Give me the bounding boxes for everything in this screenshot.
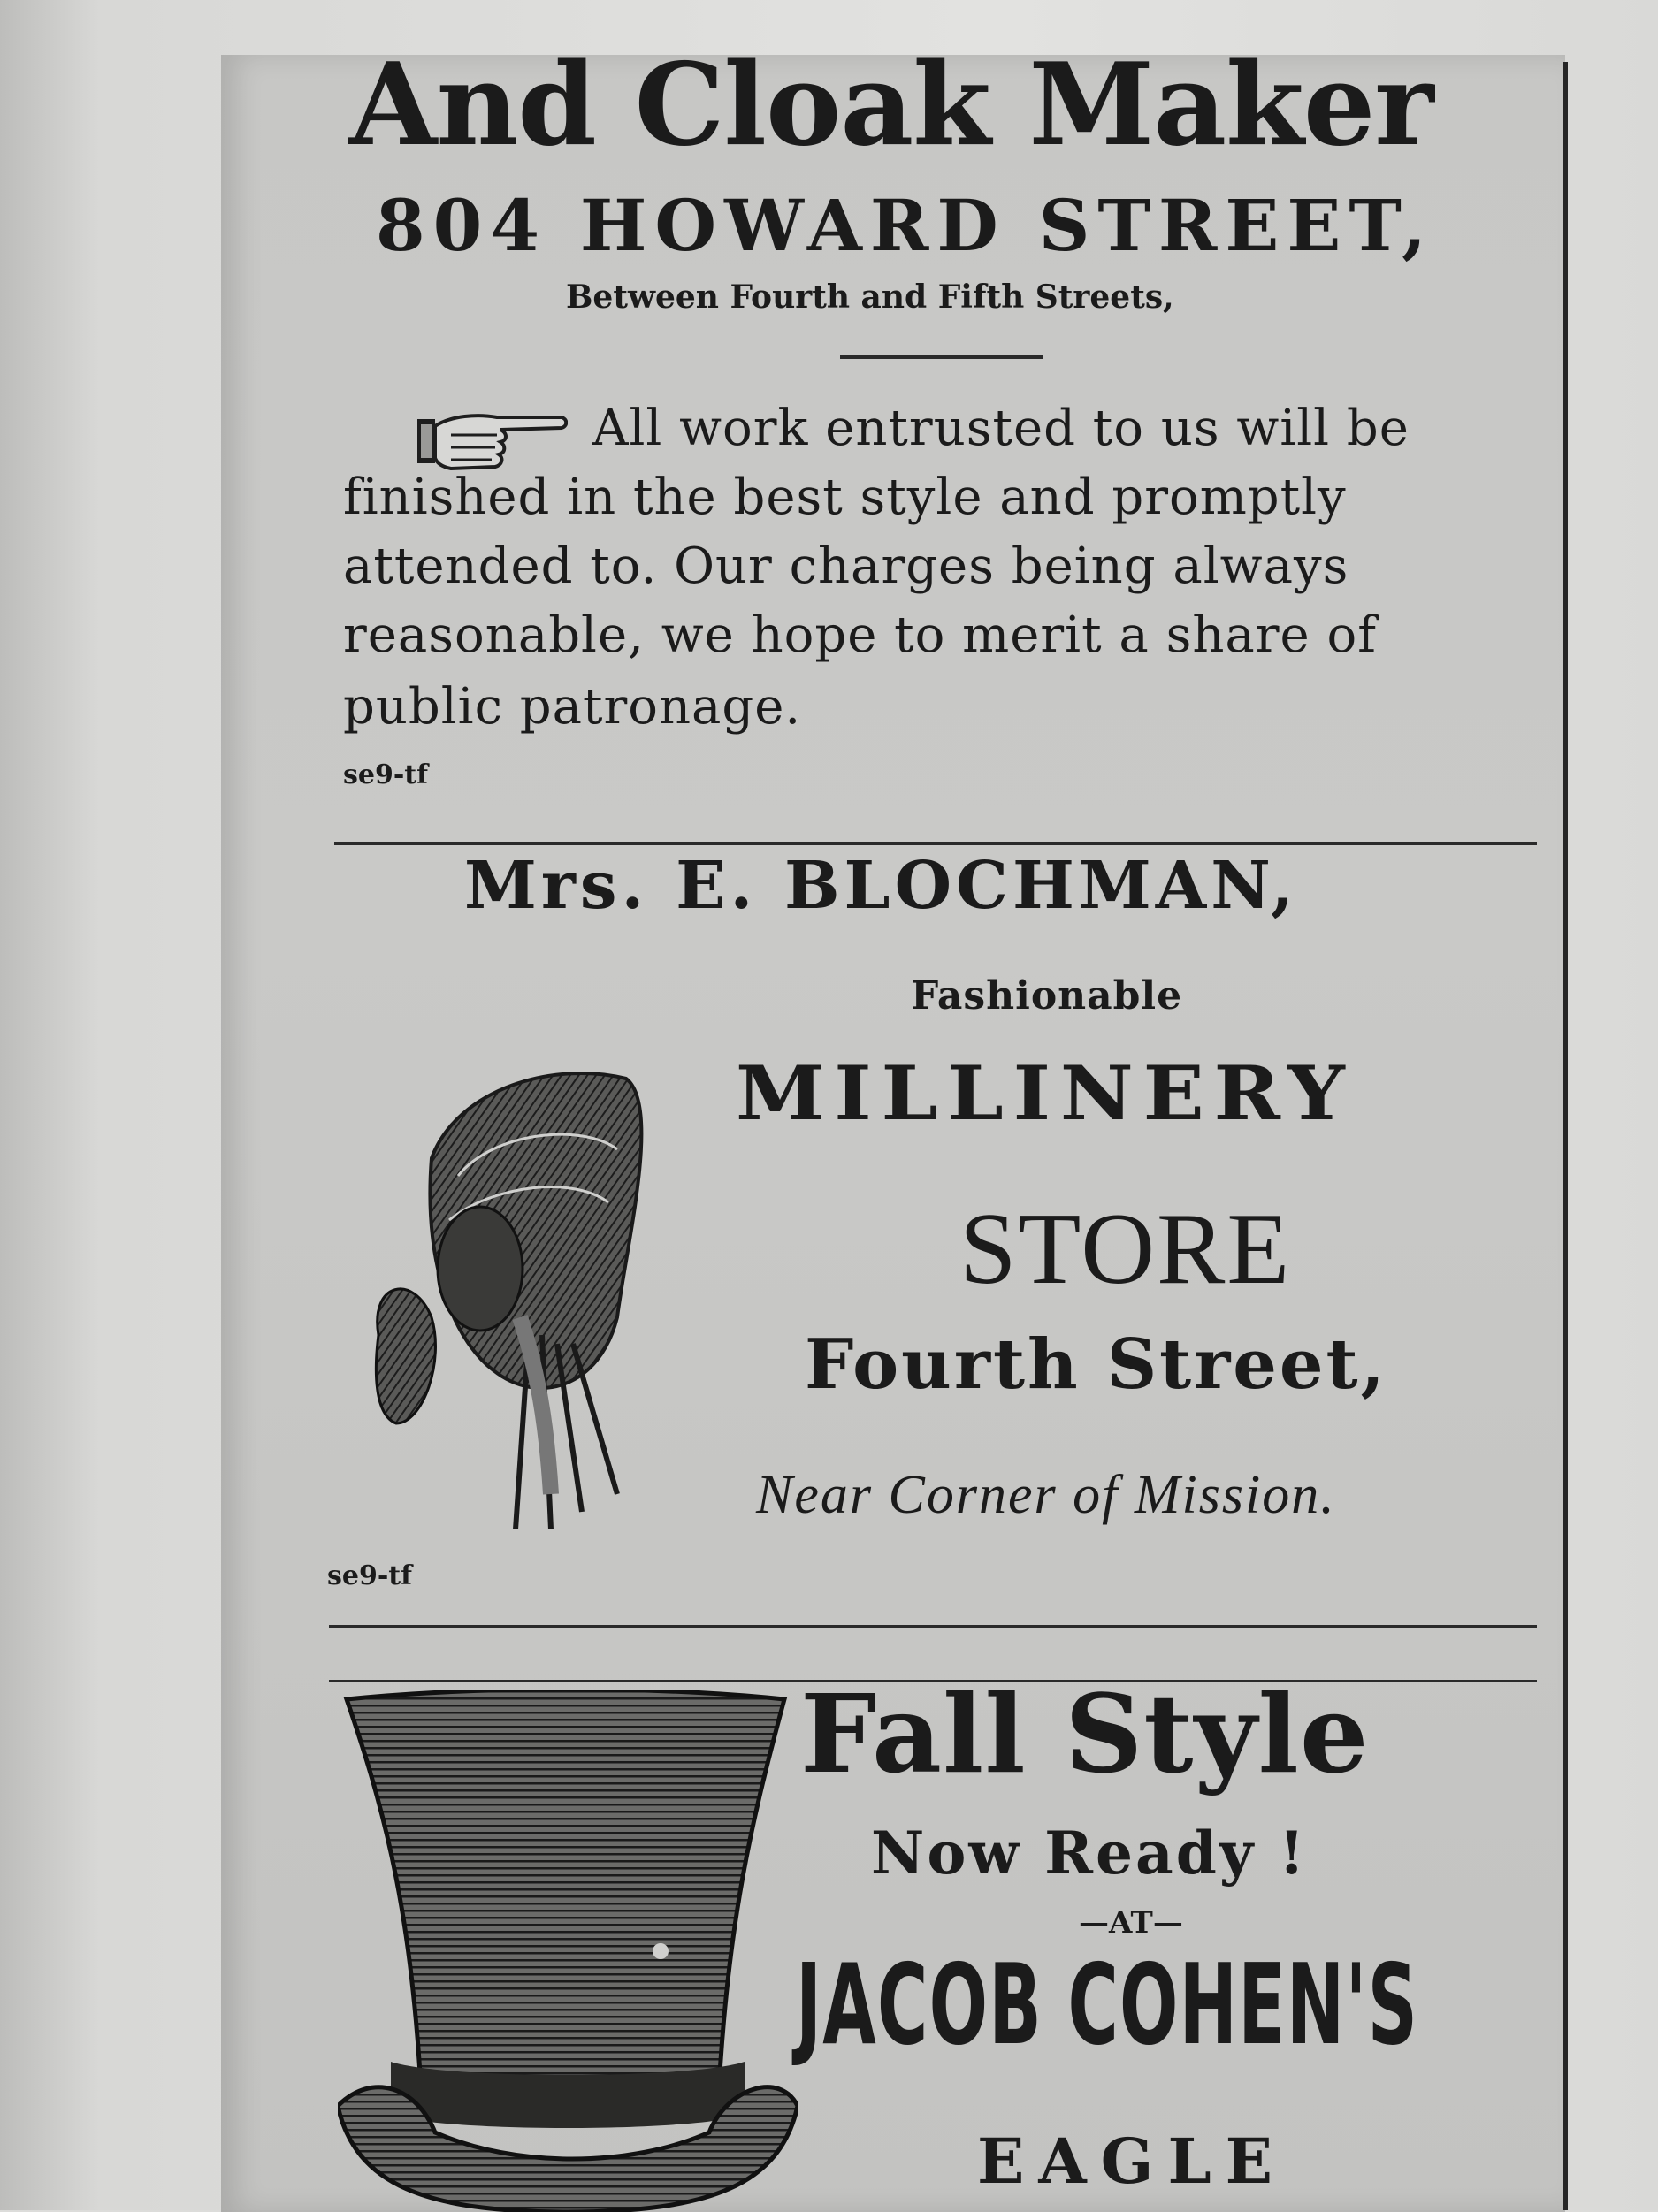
ad-subheadline: Now Ready ! xyxy=(871,1819,1308,1888)
top-hat-illustration xyxy=(338,1690,798,2212)
ad-subtitle: Fashionable xyxy=(911,973,1183,1018)
ad-body-line: attended to. Our charges being always xyxy=(343,538,1349,595)
ad-store-name-suffix: EAGLE xyxy=(977,2124,1287,2198)
ad-headline: Fall Style xyxy=(800,1670,1370,1797)
section-divider xyxy=(329,1625,1537,1628)
ad-address: 804 HOWARD STREET, xyxy=(376,184,1434,267)
ad-body-line: public patronage. xyxy=(343,678,802,736)
ad-at: —AT— xyxy=(1079,1905,1183,1941)
ad-heading-store: STORE xyxy=(959,1193,1292,1306)
ad-code: se9-tf xyxy=(343,759,429,790)
ad-code: se9-tf xyxy=(327,1560,413,1591)
ad-store-name: JACOB COHEN'S xyxy=(796,1940,1419,2070)
section-divider xyxy=(334,842,1537,845)
ad-location: Near Corner of Mission. xyxy=(756,1465,1336,1525)
pointing-hand-icon xyxy=(416,400,568,479)
column-rule xyxy=(1563,62,1568,2210)
ad-title: And Cloak Maker xyxy=(349,39,1433,172)
ad-heading: MILLINERY xyxy=(736,1049,1355,1137)
ad-cross-streets: Between Fourth and Fifth Streets, xyxy=(566,278,1174,316)
ad-street: Fourth Street, xyxy=(805,1324,1387,1405)
ad-body-line: reasonable, we hope to merit a share of xyxy=(343,606,1377,664)
ad-body-line: All work entrusted to us will be xyxy=(592,400,1410,457)
ad-proprietor: Mrs. E. BLOCHMAN, xyxy=(464,848,1298,924)
short-divider xyxy=(840,355,1043,359)
ad-body-line: finished in the best style and promptly xyxy=(343,469,1347,526)
bonnet-illustration xyxy=(361,1052,732,1529)
